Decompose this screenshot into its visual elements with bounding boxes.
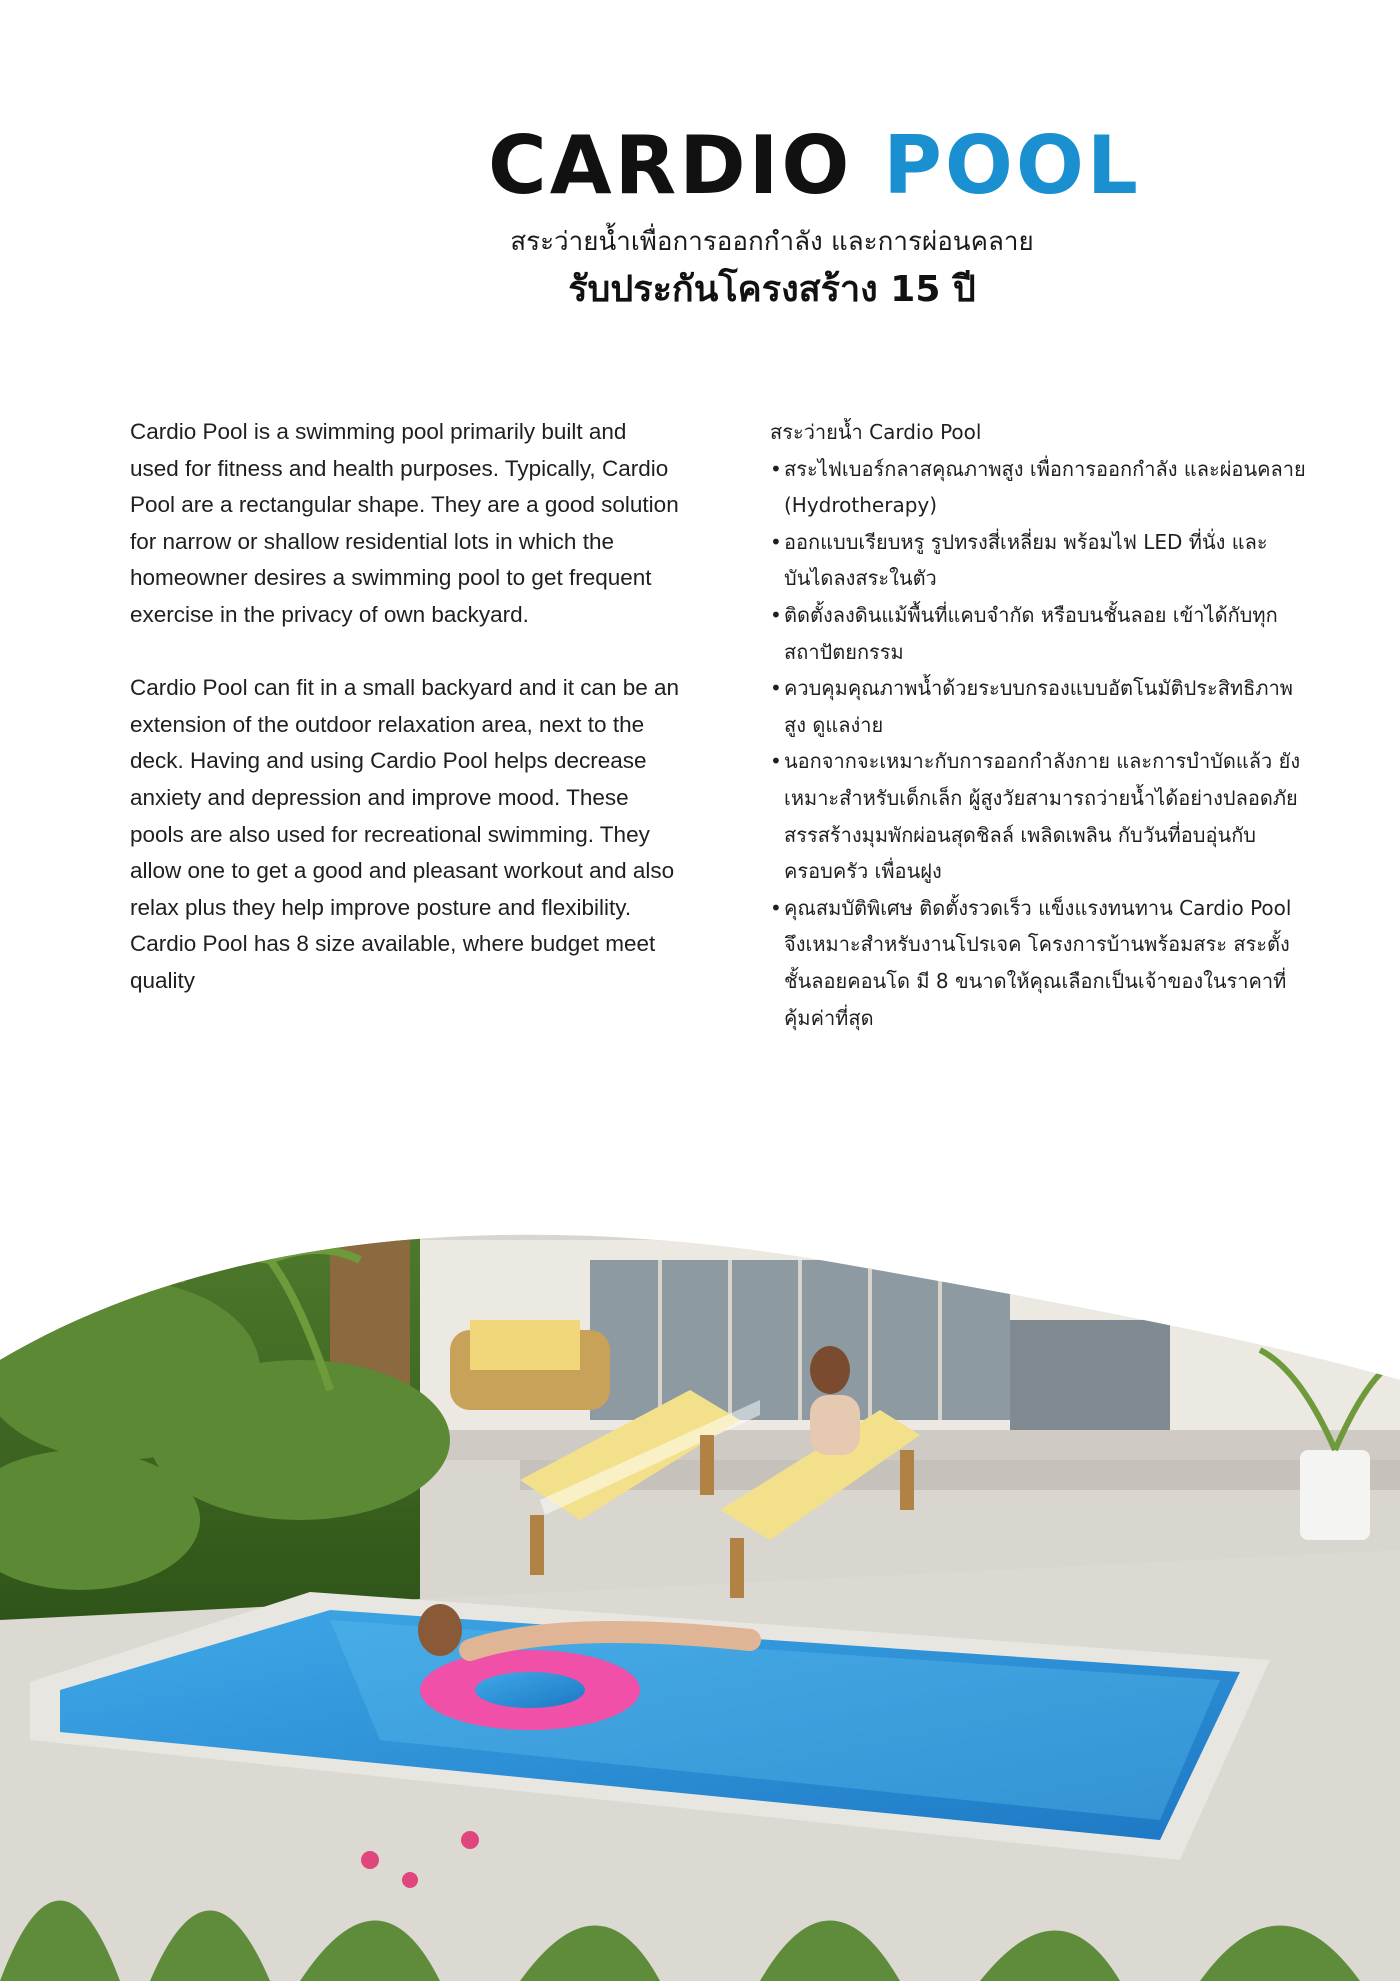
thai-features [770,414,1310,1036]
english-description [130,414,680,1036]
brand-word-pool: POOL [883,119,1141,212]
english-paragraph-2: Cardio Pool can fit in a small backyard and it can be an extension of the outdoor relaxation area, next to the deck. Having and using Cardio Pool helps decrease anxiety and depression and improve mood. These pools are also used for recreational swimming. They allow one to get a good and pleasant workout and also relax plus they help improve posture and flexibility. Cardio Pool has 8 size available, where budget meet quality [130,675,680,993]
feature-item: • ติดตั้งลงดินแม้พื้นที่แคบจำกัด หรือบนชั้นลอย เข้าได้กับทุกสถาปัตยกรรม [770,597,1310,670]
feature-item: • นอกจากจะเหมาะกับการออกกำลังกาย และการบำบัดแล้ว ยังเหมาะสำหรับเด็กเล็ก ผู้สูงวัยสามารถว่ายน้ำได้อย่างปลอดภัย สรรสร้างมุมพักผ่อนสุดชิลล์ เพลิดเพลิน กับวันที่อบอุ่นกับครอบครัว เพื่อนฝูง [770,743,1310,889]
warranty-headline: รับประกันโครงสร้าง 15 ปี [568,269,976,310]
page-subtitle: สระว่ายน้ำเพื่อการออกกำลัง และการผ่อนคลาย [510,227,1034,257]
brand-word-cardio: CARDIO [488,119,853,212]
thai-intro: สระว่ายน้ำ Cardio Pool [770,420,982,444]
feature-item: • ออกแบบเรียบหรู รูปทรงสี่เหลี่ยม พร้อมไฟ LED ที่นั่ง และบันไดลงสระในตัว [770,524,1310,597]
thai-feature-list [770,451,1310,1037]
brand-title [488,118,1141,214]
feature-item: • สระไฟเบอร์กลาสคุณภาพสูง เพื่อการออกกำลัง และผ่อนคลาย (Hydrotherapy) [770,451,1310,524]
feature-item: • คุณสมบัติพิเศษ ติดตั้งรวดเร็ว แข็งแรงทนทาน Cardio Pool จึงเหมาะสำหรับงานโปรเจค โครงการบ้านพร้อมสระ สระตั้งชั้นลอยคอนโด มี 8 ขนาดให้คุณเลือกเป็นเจ้าของในราคาที่คุ้มค่าที่สุด [770,890,1310,1036]
feature-item: • ควบคุมคุณภาพน้ำด้วยระบบกรองแบบอัตโนมัติประสิทธิภาพสูง ดูแลง่าย [770,670,1310,743]
pool-photo [0,1220,1400,1981]
english-paragraph-1: Cardio Pool is a swimming pool primarily built and used for fitness and health purposes. Typically, Cardio Pool are a rectangular shape. They are a good solution for narrow or shallow residential lots in which the homeowner desires a swimming pool to get frequent exercise in the privacy of own backyard. [130,419,679,627]
